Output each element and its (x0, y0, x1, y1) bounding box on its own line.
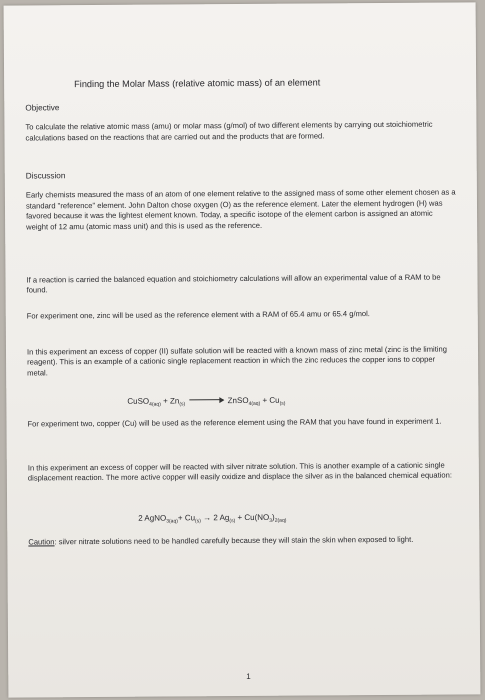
objective-section (25, 101, 455, 144)
eq2-product-2: $Cu(NO_3)_{2(aq)}$ (244, 512, 287, 524)
document-title: Finding the Molar Mass (relative atomic mass) of an element (74, 77, 321, 90)
discussion-para-4: In this experiment an excess of copper (II) sulfate solution will be reacted with a known mass of zinc metal (zinc is the limiting reagent). This is an example of a cationic single replacement reaction in which the zinc reduces the copper ions to copper metal. (26, 344, 447, 378)
discussion-para-6: In this experiment an excess of copper will be reacted with silver nitrate solution. This is another example of a cationic single displacement reaction. The more active copper will easily oxidize and displace the silver as in the balanced chemical equation: (27, 460, 452, 483)
eq1-product-2: $Cu_{(s)}$ (269, 395, 286, 407)
caution-note (28, 534, 458, 547)
discussion-para-3: For experiment one, zinc will be used as the reference element with a RAM of 65.4 amu or 65.4 g/mol. (26, 309, 370, 321)
eq1-reactant-2: $Zn_{(s)}$ (169, 396, 186, 408)
reaction-arrow-icon: → (203, 513, 212, 523)
reaction-arrow-icon (189, 399, 223, 400)
eq1-reactant-1: CuSO$_{4(aq)}$ (127, 396, 161, 408)
eq1-product-1: ZnSO$_{4(aq)}$ (227, 395, 261, 407)
discussion-para-5: For experiment two, copper (Cu) will be used as the reference element using the RAM that you have found in experiment 1. (27, 416, 442, 429)
eq2-reactant-1: AgNO$_{3(aq)}$ (144, 513, 178, 525)
eq2-product-1: $Ag_{(s)}$ (219, 513, 236, 525)
caution-text: : silver nitrate solutions need to be handled carefully because they will stain the skin when exposed to light. (54, 534, 414, 547)
discussion-heading: Discussion (25, 171, 66, 181)
caution-label: Caution (28, 537, 55, 547)
equation-silver-copper: 2 AgNO$_{3(aq)}$+ $Cu_{(s)} \to 2$ $Ag_{(s)} + Cu(NO_3)_{2(aq)}$ (138, 512, 287, 525)
document-page (4, 2, 481, 697)
page-number: 1 (246, 671, 251, 681)
discussion-section (26, 169, 456, 233)
discussion-para-2: If a reaction is carried the balanced equation and stoichiometry calculations will allow an experimental value of a RAM to be found. (26, 272, 441, 295)
equation-zinc-copper: CuSO$_{4(aq)}$ + $Zn_{(s)}$ ZnSO$_{4(aq)}$ + $Cu_{(s)}$ (127, 395, 286, 408)
eq2-reactant-2: $Cu_{(s)}$ (184, 513, 201, 525)
discussion-para-1: Early chemists measured the mass of an atom of one element relative to the assigned mass of some other element chosen as a standard "reference" element. John Dalton chose oxygen (O) as the reference element. Later the element hydrogen (H) was favored because it was the lightest element known. Today, a specific isotope of the element carbon is assigned an atomic weight of 12 amu (atomic mass unit) and this is used as the reference. (25, 187, 456, 232)
objective-heading: Objective (25, 103, 60, 113)
objective-text: To calculate the relative atomic mass (amu) or molar mass (g/mol) of two different elements by carrying out stoichiometric calculations based on the reactions that are carried out and the products that are formed. (25, 120, 433, 143)
